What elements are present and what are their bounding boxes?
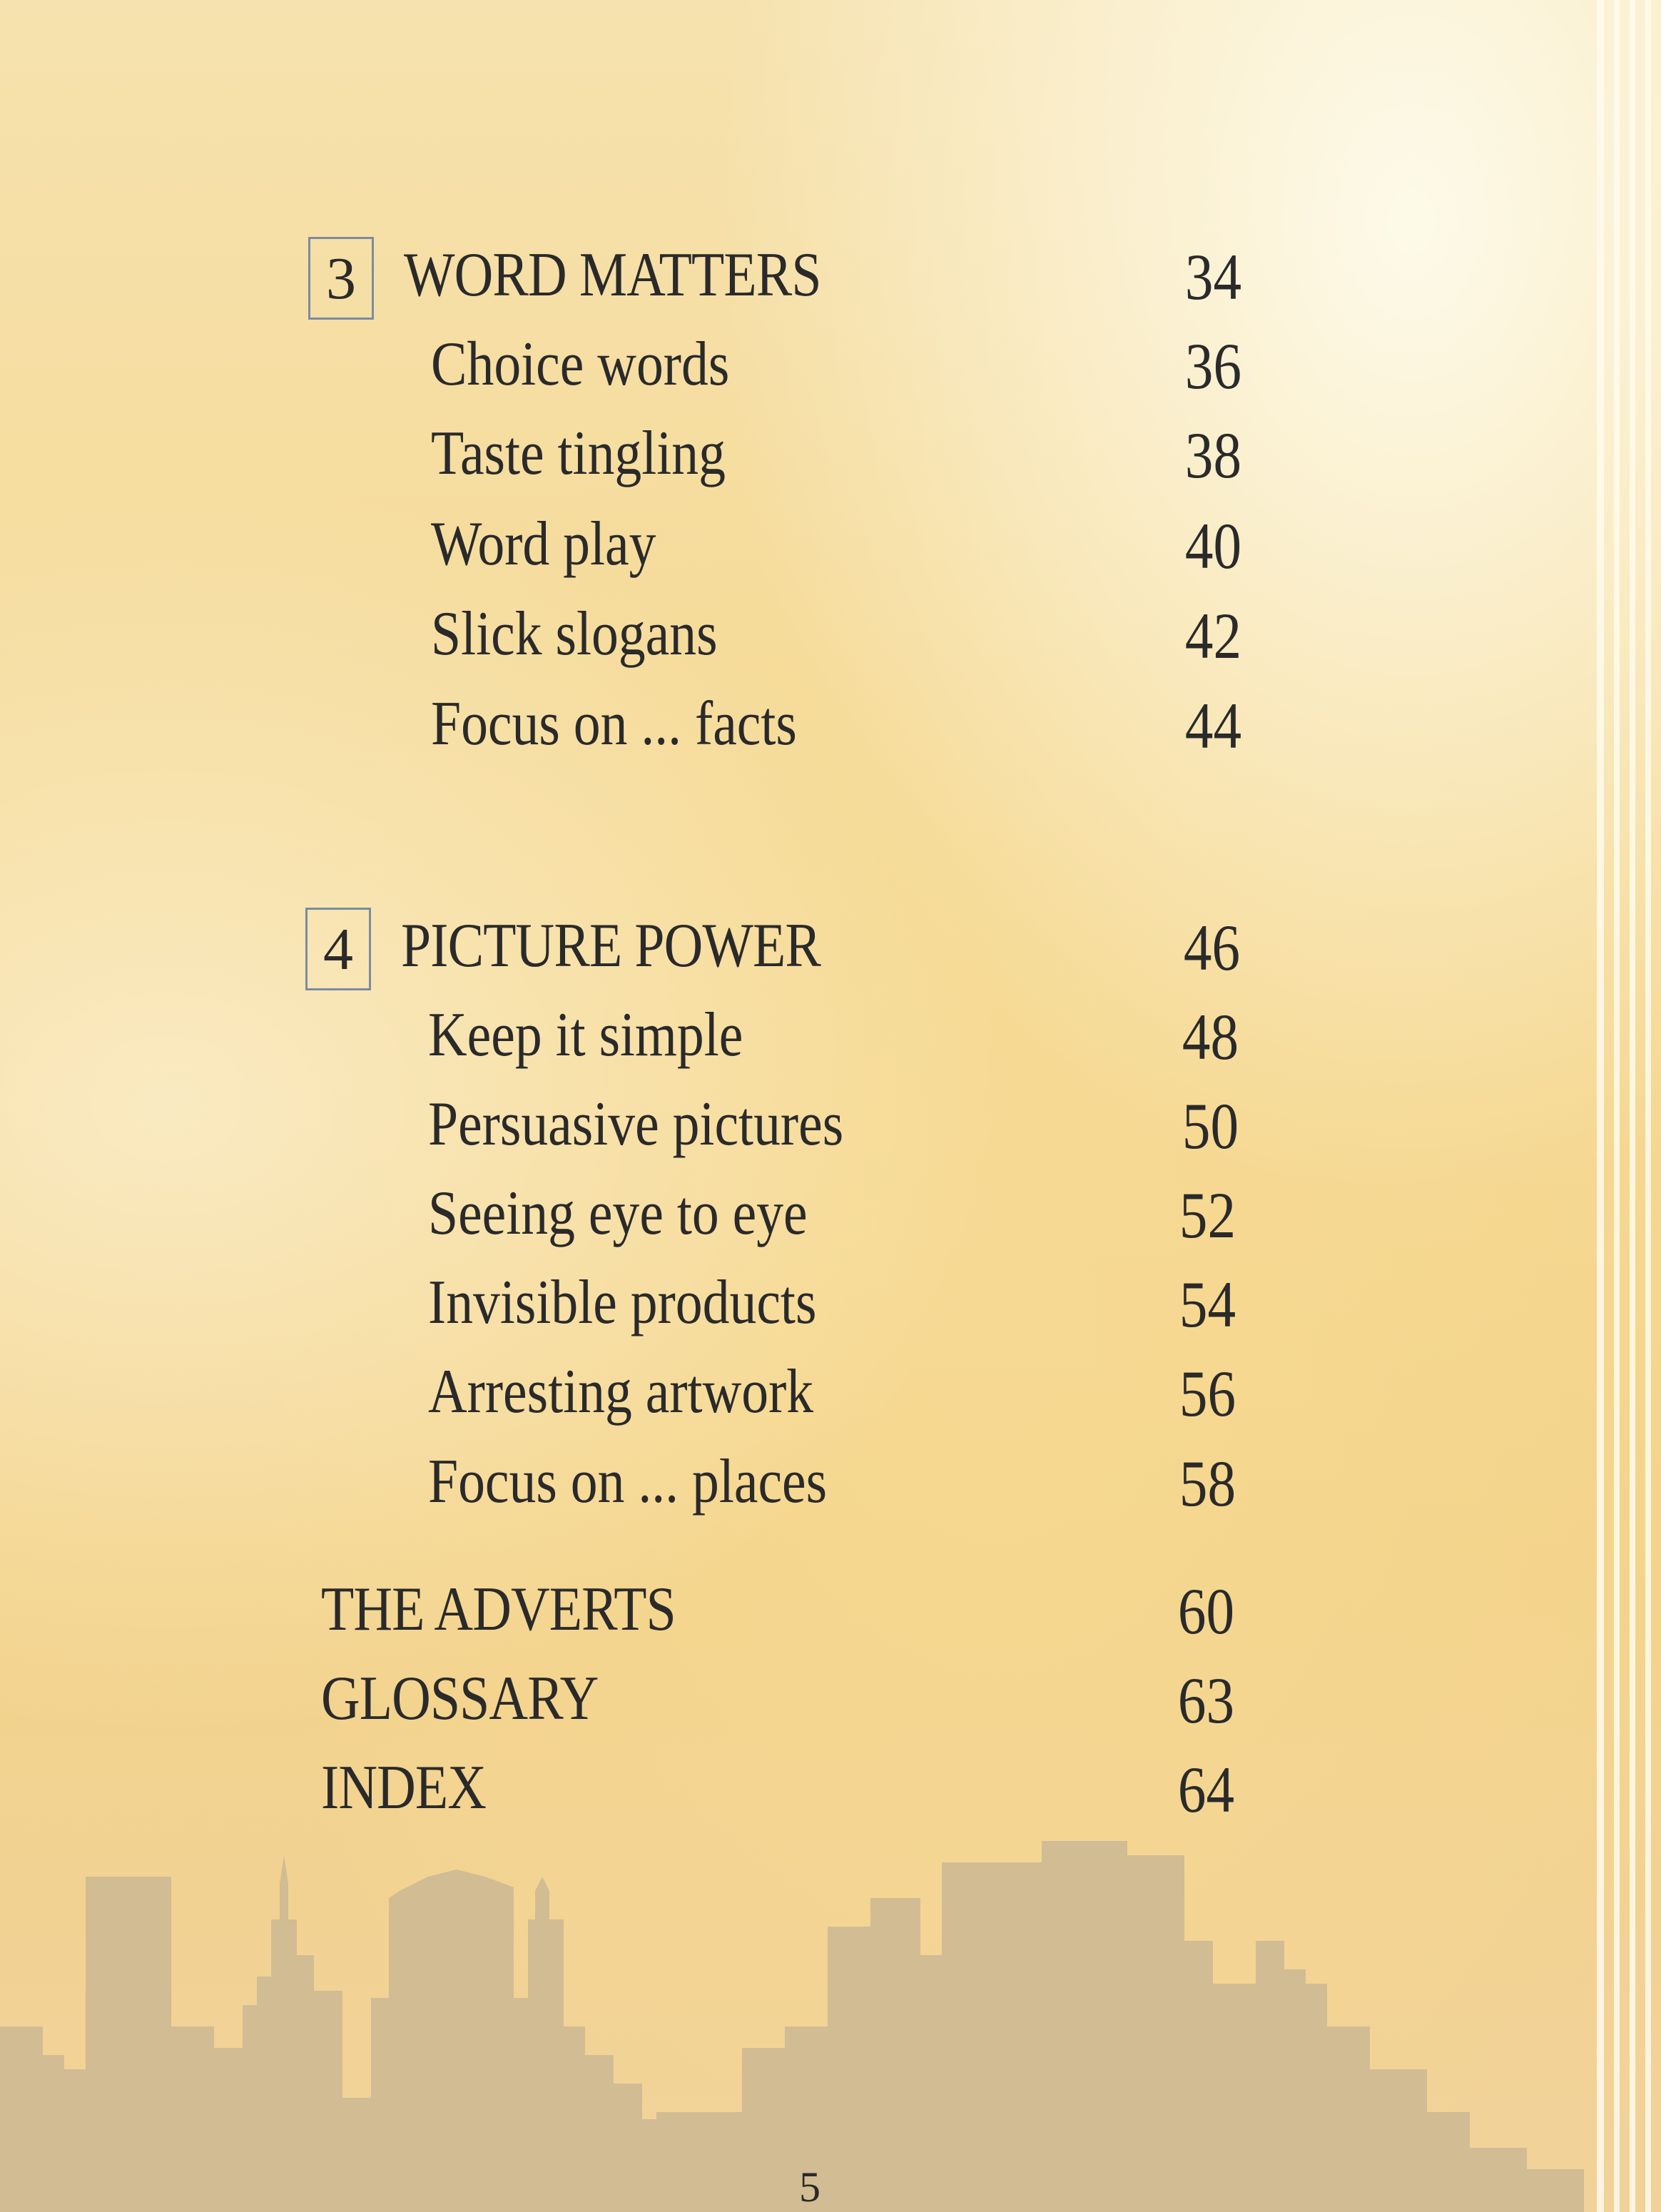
toc-entry: Invisible products (428, 1268, 817, 1337)
page-folio (771, 2162, 849, 2212)
toc-entry: Choice words (431, 330, 730, 399)
toc-entry: Focus on ... places (428, 1447, 828, 1516)
page-number: 64 (1177, 1753, 1234, 1826)
page-number: 42 (1184, 599, 1241, 672)
page-number: 56 (1179, 1357, 1236, 1430)
page-number: 34 (1184, 240, 1241, 313)
page-number: 50 (1182, 1090, 1239, 1162)
page-number: 52 (1179, 1179, 1236, 1252)
back-matter-entry: INDEX (321, 1753, 487, 1822)
page-number: 46 (1183, 911, 1240, 984)
page-number: 54 (1179, 1268, 1236, 1341)
section-number-box (308, 237, 374, 320)
page-number: 63 (1177, 1664, 1234, 1737)
toc-entry: Keep it simple (428, 1000, 743, 1070)
toc-entry: Persuasive pictures (428, 1090, 844, 1159)
page-number: 36 (1184, 330, 1241, 402)
toc-entry: Arresting artwork (428, 1357, 814, 1426)
section-title: WORD MATTERS (404, 240, 821, 310)
folio-number: 5 (799, 2163, 821, 2211)
toc-entry: Slick slogans (431, 599, 718, 669)
back-matter-entry: GLOSSARY (321, 1664, 599, 1733)
page-number: 48 (1182, 1000, 1239, 1073)
toc-entry: Seeing eye to eye (428, 1179, 808, 1248)
section-number: 3 (326, 245, 356, 312)
toc-entry: Word play (431, 509, 656, 579)
page-number: 40 (1184, 509, 1241, 582)
back-matter-entry: THE ADVERTS (321, 1575, 676, 1644)
page-number: 60 (1177, 1575, 1234, 1648)
page-number: 38 (1184, 419, 1241, 492)
section-number-box (305, 908, 371, 990)
toc-entry: Taste tingling (431, 419, 726, 488)
section-title: PICTURE POWER (401, 911, 821, 980)
city-skyline-illustration (0, 1812, 1661, 2212)
toc-entry: Focus on ... facts (431, 689, 797, 759)
page-number: 44 (1184, 689, 1241, 762)
page-number: 58 (1179, 1447, 1236, 1520)
section-number: 4 (323, 915, 353, 983)
